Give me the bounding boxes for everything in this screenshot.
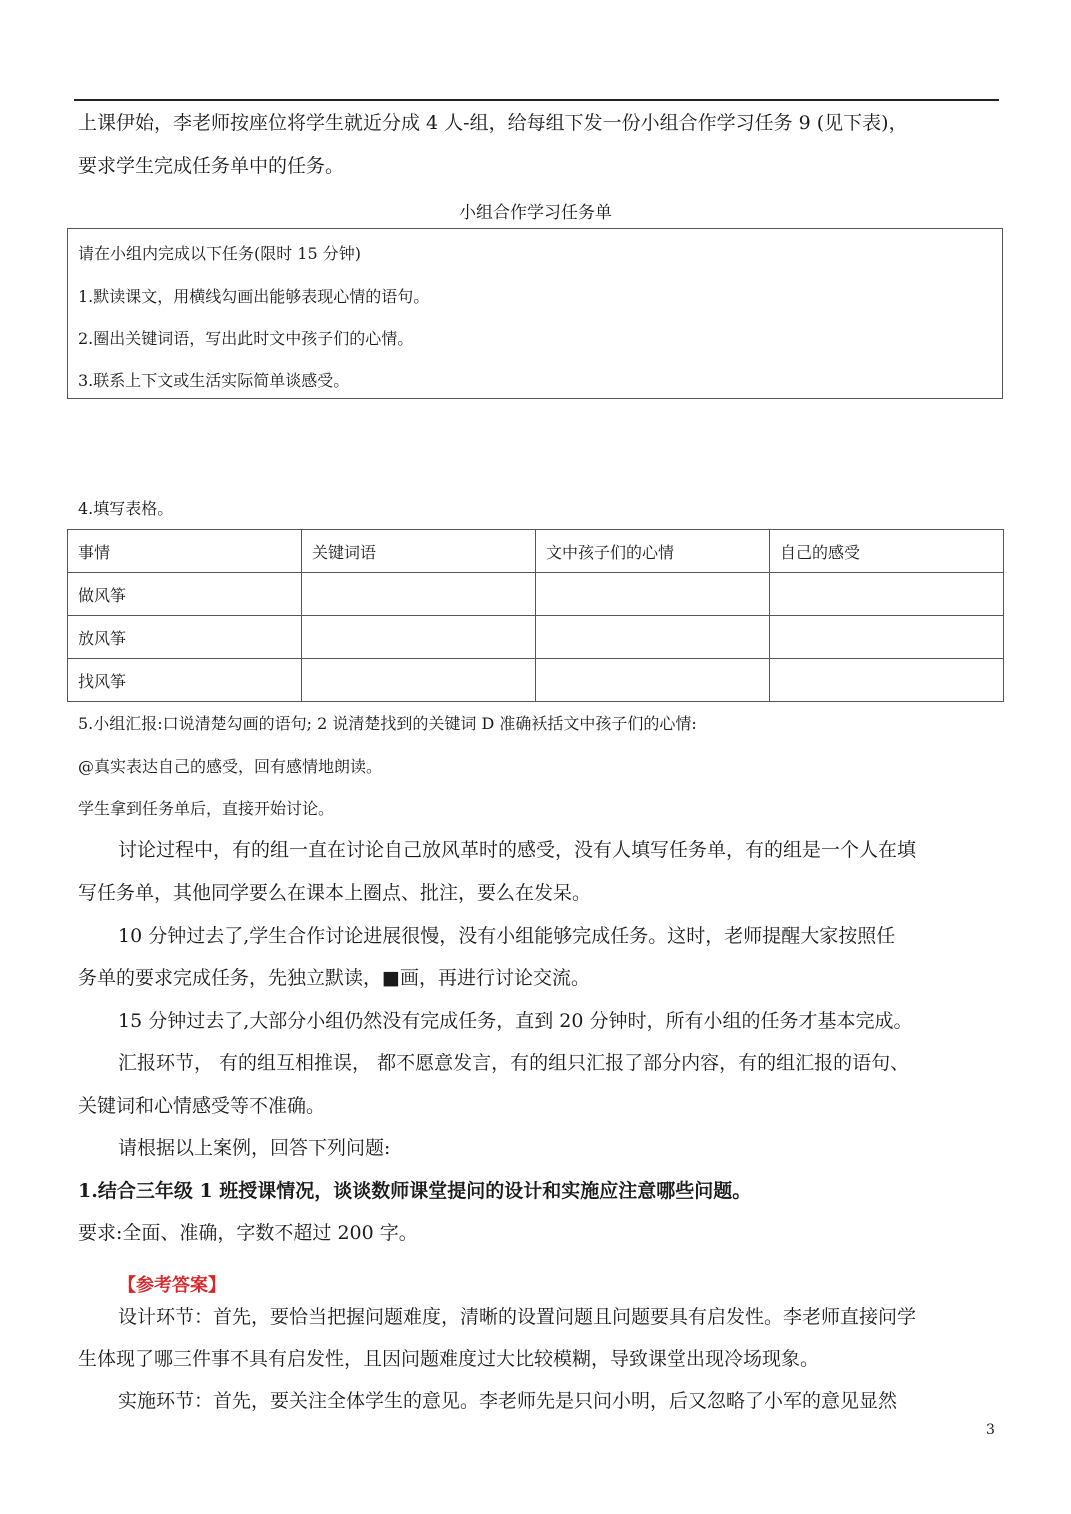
- narrative-p1-line-2: 写任务单，其他同学要么在课本上圈点、批注，要么在发呆。: [78, 882, 592, 904]
- table-cell: [536, 659, 770, 702]
- task-item-2: 2.圈出关键词语，写出此时文中孩子们的心情。: [78, 329, 414, 348]
- narrative-p1-line-1: 讨论过程中，有的组一直在讨论自己放风革时的感受，没有人填写任务单，有的组是一个人在填: [118, 839, 917, 861]
- page-number: 3: [986, 1422, 995, 1438]
- question-text: 1.结合三年级 1 班授课情况，谈谈数师课堂提问的设计和实施应注意哪些问题。: [78, 1180, 752, 1202]
- intro-line-1: 上课伊始，李老师按座位将学生就近分成 4 人-组，给每组下发一份小组合作学习任务 9 (见下表)，: [78, 112, 908, 134]
- narrative-p2-line-2: 务单的要求完成任务，先独立默读，■画，再进行讨论交流。: [78, 967, 590, 989]
- fill-table-label: 4.填写表格。: [78, 499, 174, 518]
- report-line-3: 学生拿到任务单后，直接开始讨论。: [78, 799, 335, 818]
- narrative-p4-line-2: 关键词和心情感受等不准确。: [78, 1095, 326, 1117]
- table-cell: 找风筝: [68, 659, 302, 702]
- table-cell: [302, 573, 536, 616]
- task-sheet-box: [67, 228, 1003, 399]
- task-item-1: 1.默读课文，用横线勾画出能够表现心情的语句。: [78, 287, 430, 306]
- table-cell: [302, 659, 536, 702]
- table-cell: 做风筝: [68, 573, 302, 616]
- task-sheet-title: 小组合作学习任务单: [459, 203, 612, 223]
- table-row: [68, 573, 1004, 616]
- table-cell: [770, 659, 1004, 702]
- narrative-p5: 请根据以上案例，回答下列问题:: [118, 1137, 391, 1159]
- table-row: [68, 616, 1004, 659]
- narrative-p3: 15 分钟过去了,大部分小组仍然没有完成任务，直到 20 分钟时，所有小组的任务才基本完成。: [118, 1010, 913, 1032]
- task-item-3: 3.联系上下文或生活实际简单谈感受。: [78, 371, 350, 390]
- table-row: [68, 659, 1004, 702]
- header-rule: [74, 99, 999, 101]
- table-header-cell: 事情: [68, 530, 302, 573]
- intro-line-2: 要求学生完成任务单中的任务。: [78, 155, 345, 177]
- table-header-cell: 关键词语: [302, 530, 536, 573]
- table-cell: 放风筝: [68, 616, 302, 659]
- fill-table: [67, 529, 1004, 702]
- report-line-2: @真实表达自己的感受，回有感情地朗读。: [78, 757, 383, 776]
- table-cell: [770, 573, 1004, 616]
- answer-label: 【参考答案】: [118, 1275, 226, 1296]
- table-cell: [302, 616, 536, 659]
- answer-design-line-2: 生体现了哪三件事不具有启发性，且因问题难度过大比较模糊，导致课堂出现冷场现象。: [78, 1348, 820, 1370]
- narrative-p4-line-1: 汇报环节， 有的组互相推误， 都不愿意发言，有的组只汇报了部分内容，有的组汇报的语句、: [118, 1052, 910, 1074]
- question-requirement: 要求:全面、准确，字数不超过 200 字。: [78, 1222, 418, 1244]
- table-header-cell: 文中孩子们的心情: [536, 530, 770, 573]
- task-sheet-heading: 请在小组内完成以下任务(限时 15 分钟): [78, 244, 362, 263]
- table-cell: [536, 616, 770, 659]
- table-header-cell: 自己的感受: [770, 530, 1004, 573]
- table-header-row: [68, 530, 1004, 573]
- narrative-p2-line-1: 10 分钟过去了,学生合作讨论进展很慢，没有小组能够完成任务。这时，老师提醒大家按照任: [118, 925, 896, 947]
- answer-design-line-1: 设计环节：首先，要恰当把握问题难度，清晰的设置问题且问题要具有启发性。李老师直接问学: [118, 1306, 917, 1328]
- table-cell: [770, 616, 1004, 659]
- table-cell: [536, 573, 770, 616]
- answer-implement-line-1: 实施环节：首先，要关注全体学生的意见。李老师先是只问小明，后又忽略了小军的意见显然: [118, 1390, 898, 1412]
- report-line-1: 5.小组汇报:口说清楚勾画的语句; 2 说清楚找到的关键词 D 准确袄括文中孩子们的心情:: [78, 714, 697, 733]
